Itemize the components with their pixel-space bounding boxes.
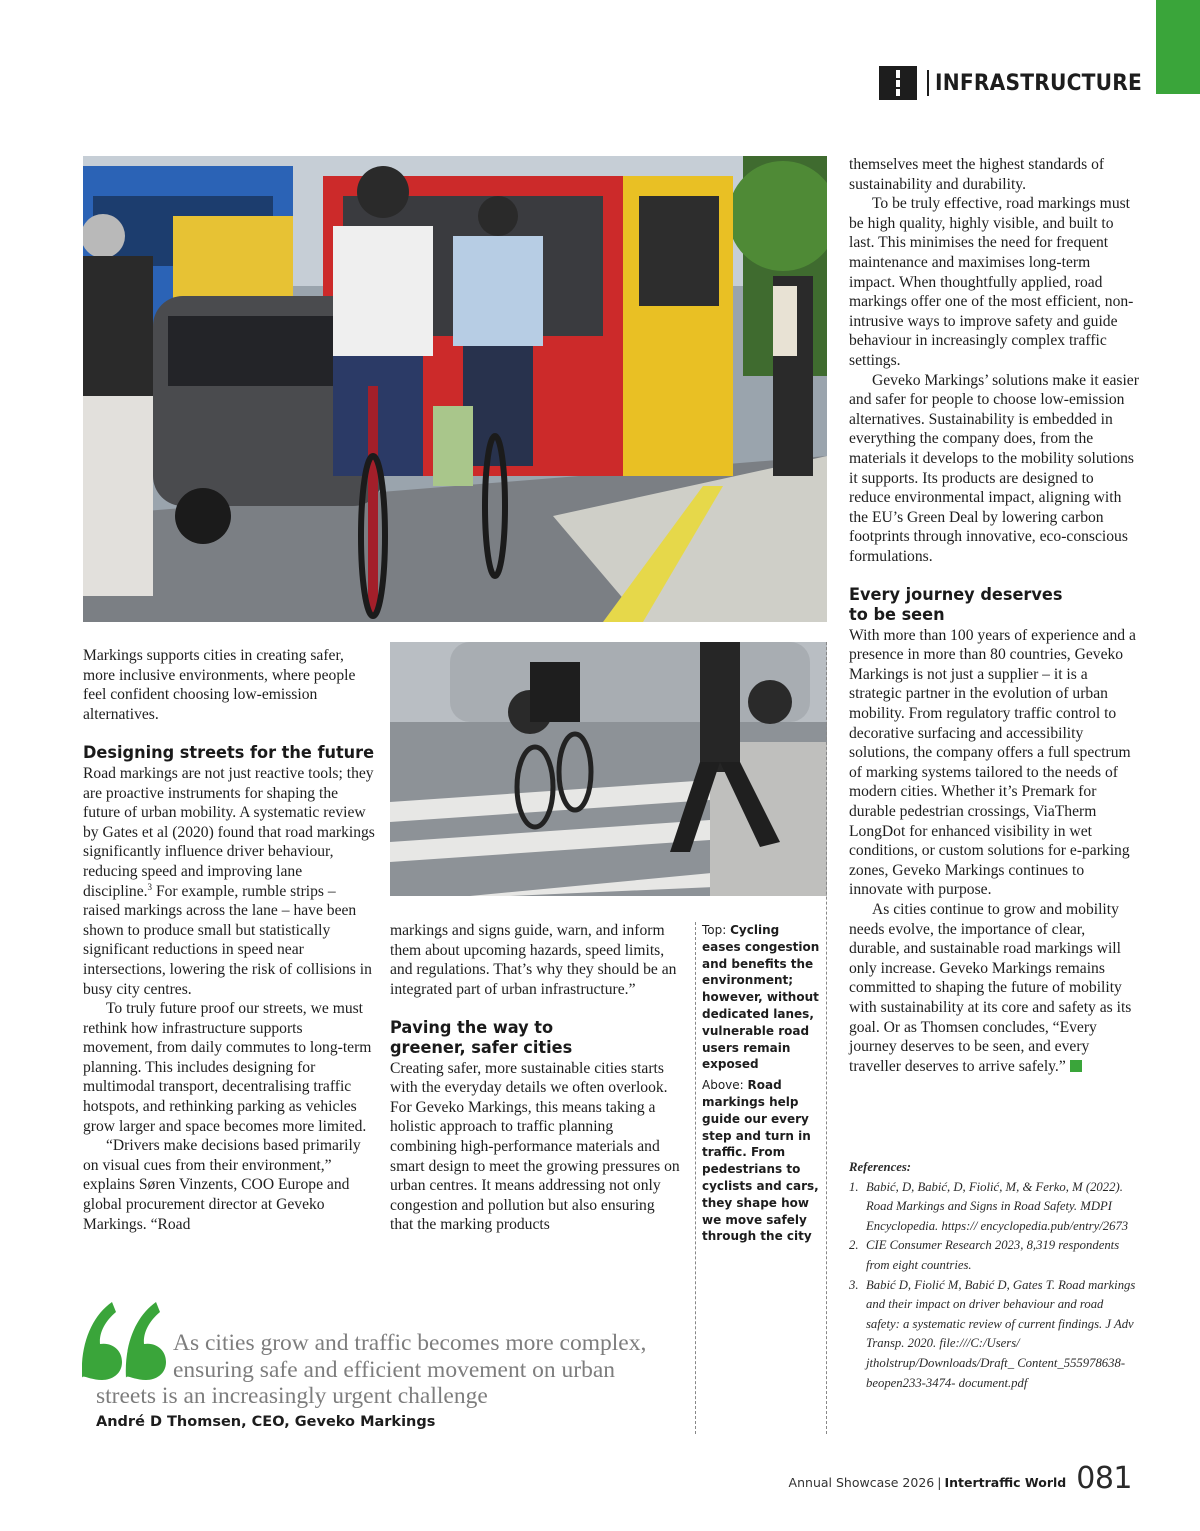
body-paragraph: “Drivers make decisions based primarily on visual cues from their environment,” explains Søren Vinzents, COO Europe and global procurement director at Geveko Markings. “Road [83, 1137, 361, 1233]
right-column [849, 155, 1139, 1076]
body-text: For example, rumble strips – raised markings across the lane – have been shown to produce small but statistically significant reductions in speed near intersections, lowering the risk of collisions in busy city centres. [83, 882, 372, 998]
quote-line: As cities grow and traffic becomes more complex, [173, 1330, 647, 1356]
footer-separator: | [937, 1475, 942, 1490]
body-paragraph: To be truly effective, road markings must be high quality, highly visible, and built to last. This minimises the need for frequent maintenance and maximises long-term impact. When thoughtfully applied, road markings offer one of the most efficient, non-intrusive ways to improve safety and guide behaviour in increasingly complex traffic settings. [849, 195, 1134, 369]
body-paragraph: To truly future proof our streets, we must rethink how infrastructure supports movement, from daily commutes to long-term planning. This includes designing for multimodal transport, decentralising traffic hotspots, and rethinking parking as vehicles grow larger and space becomes more limited. [83, 1000, 372, 1135]
reference-number: 2. [849, 1238, 859, 1253]
page-number: 081 [1076, 1461, 1132, 1496]
reference-item [849, 1276, 1139, 1394]
references [849, 1158, 1139, 1393]
caption-divider [826, 642, 827, 1434]
references-title: References: [849, 1160, 912, 1174]
publication-name: Annual Showcase 2026 [788, 1475, 935, 1490]
heading-designing-streets: Designing streets for the future [83, 743, 375, 764]
body-paragraph: With more than 100 years of experience and a presence in more than 80 countries, Geveko Markings is not just a supplier – it is a strategic partner in the evolution of urban mobility. From regulatory traffic control to decorative surfacing and accessibility solutions, the company offers a full spectrum of marking systems tailored to the needs of modern cities. Whether it’s Premark for durable pedestrian crossings, ViaTherm LongDot for enhanced visibility in wet conditions, or custom solutions for e-parking zones, Geveko Markings continues to innovate with purpose. [849, 626, 1136, 899]
quote-line: ensuring safe and efficient movement on urban [173, 1356, 616, 1383]
heading-line: Every journey deserves [849, 585, 1063, 606]
left-column [83, 646, 375, 1234]
cyclists-and-buses-photo [83, 156, 827, 622]
caption-top [702, 922, 822, 1073]
body-paragraph: markings and signs guide, warn, and inform them about upcoming hazards, speed limits, and regulations. That’s why they should be an integrated part of urban infrastructure.” [390, 922, 677, 998]
body-paragraph: Geveko Markings’ solutions make it easier and safer for people to choose low-emission alternatives. Sustainability is embedded in everything the company does, from the materials it develops to the mobility solutions it supports. Its products are designed to reduce environmental impact, aligning with the EU’s Green Deal by lowering carbon footprints through innovative, eco-conscious formulations. [849, 371, 1139, 565]
heading-every-journey [849, 586, 1125, 625]
caption-text: Cycling eases congestion and benefits the environment; however, without dedicated lanes, vulnerable road users remain exposed [702, 923, 820, 1072]
end-mark-icon [1070, 1060, 1082, 1072]
section-divider [927, 70, 929, 96]
reference-item [849, 1236, 1139, 1275]
magazine-name: Intertraffic World [944, 1475, 1067, 1490]
body-paragraph [83, 764, 375, 999]
intro-paragraph: Markings supports cities in creating safer, more inclusive environments, where people feel confident choosing low-emission alternatives. [83, 647, 356, 723]
photo-captions [702, 922, 822, 1245]
heading-paving-the-way [390, 1019, 666, 1058]
body-paragraph: Creating safer, more sustainable cities starts with the everyday details we often overlook. For Geveko Markings, this means taking a holistic approach to traffic planning combining high-performance materials and smart design to meet the growing pressures on urban centres. It means addressing not only congestion and pollution but also ensuring that the marking products [390, 1059, 680, 1234]
body-text: Road markings are not just reactive tools; they are proactive instruments for shaping the future of urban mobility. A systematic review by Gates et al (2020) found that road markings significantly influence driver behaviour, reducing speed and improving lane discipline. [83, 764, 375, 900]
heading-line: Paving the way to [390, 1018, 554, 1039]
body-paragraph [849, 900, 1139, 1076]
reference-item [849, 1178, 1139, 1237]
reference-number: 3. [849, 1277, 859, 1292]
section-header [879, 66, 1160, 100]
body-text: As cities continue to grow and mobility needs evolve, the importance of clear, durable, and sustainable road markings will only increase. Geveko Markings remains committed to shaping the future of mobility with sustainability at its core and safety as its goal. Or as Thomsen concludes, “Every journey deserves to be seen, and every traveller deserves to arrive safely.” [849, 900, 1132, 1075]
footnote-marker: 3 [147, 881, 153, 892]
body-paragraph: themselves meet the highest standards of sustainability and durability. [849, 156, 1105, 193]
caption-lead: Top: [702, 923, 727, 937]
caption-text: Road markings help guide our every step and turn in traffic. From pedestrians to cyclists and cars, they shape how we move safely through the city [702, 1078, 819, 1244]
section-color-tab [1156, 0, 1200, 94]
page-footer [789, 1460, 1132, 1494]
middle-column [390, 921, 680, 1235]
caption-lead: Above: [702, 1078, 744, 1093]
quote-line: streets is an increasingly urgent challenge [96, 1383, 488, 1409]
heading-line: to be seen [849, 605, 945, 626]
reference-number: 1. [849, 1179, 859, 1194]
cyclist-and-pedestrian-crossing-photo [390, 642, 827, 896]
section-label: INFRASTRUCTURE [935, 70, 1143, 96]
caption-above [702, 1077, 822, 1245]
road-icon [879, 66, 917, 100]
quote-attribution: André D Thomsen, CEO, Geveko Markings [96, 1414, 436, 1430]
reference-text: CIE Consumer Research 2023, 8,319 respondents from eight countries. [866, 1238, 1120, 1272]
heading-line: greener, safer cities [390, 1037, 573, 1058]
references-list [849, 1178, 1139, 1394]
reference-text: Babić D, Fiolić M, Babić D, Gates T. Road markings and their impact on driver behaviour and road safety: a systematic review of current findings. J Adv Transp. 2020. file:///C:/Users/ jtholstrup/Downloads/Draft_ Content_555978638-beopen233-3474- document.pdf [866, 1277, 1136, 1390]
reference-text: Babić, D, Babić, D, Fiolić, M, & Ferko, M (2022). Road Markings and Signs in Road Safety. MDPI Encyclopedia. https:// encyclopedia.pub/entry/2673 [866, 1179, 1129, 1233]
pull-quote [96, 1330, 696, 1410]
